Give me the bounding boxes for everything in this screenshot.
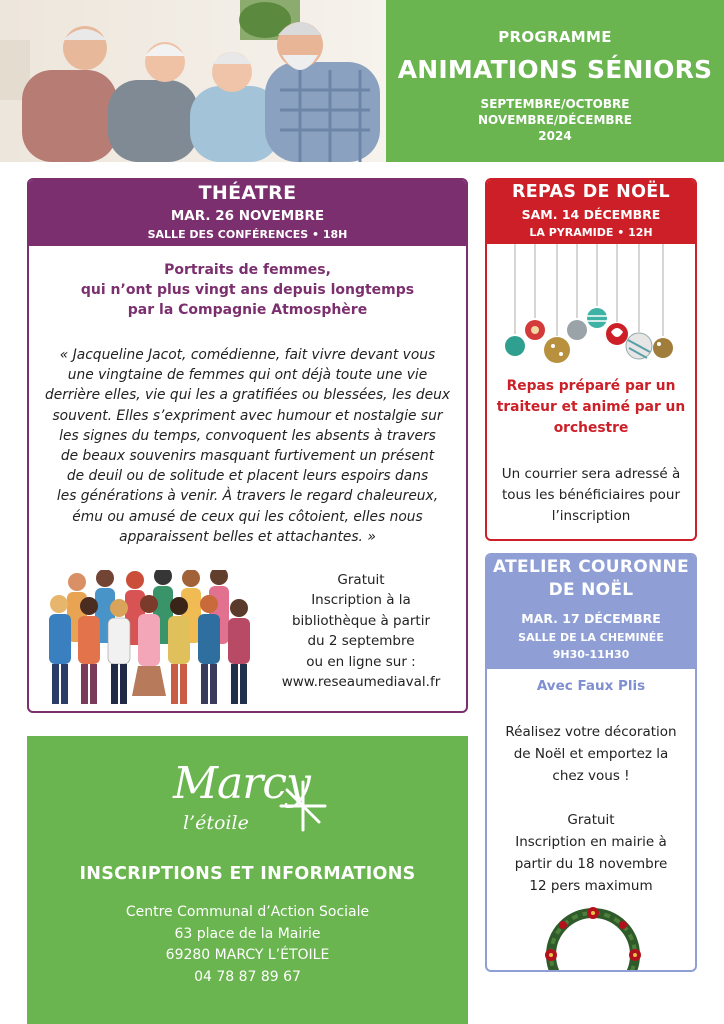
atelier-organizer: Avec Faux Plis xyxy=(536,678,646,694)
atelier-registration-info xyxy=(493,809,689,897)
atelier-date: MAR. 17 DÉCEMBRE xyxy=(521,611,661,626)
contact-address xyxy=(27,902,468,988)
theatre-subtitle xyxy=(29,260,466,320)
info-line: Gratuit xyxy=(337,572,385,588)
desc-line: traiteur et animé par un xyxy=(496,399,686,415)
desc-line: Repas préparé par un xyxy=(506,378,676,394)
atelier-place: SALLE DE LA CHEMINÉE xyxy=(518,631,664,644)
christmas-wreath-icon xyxy=(537,899,649,972)
repas-title: REPAS DE NOËL xyxy=(512,182,670,202)
repas-note xyxy=(493,464,689,527)
period-line: NOVEMBRE/DÉCEMBRE xyxy=(477,113,632,127)
period-list xyxy=(386,96,724,144)
atelier-card-header xyxy=(487,555,695,669)
header-band xyxy=(386,0,724,162)
period-year: 2024 xyxy=(538,129,572,143)
info-line: Inscription à la xyxy=(311,592,411,609)
info-line: Gratuit xyxy=(567,812,615,828)
info-line: Inscription en mairie à xyxy=(515,834,667,850)
quote-line: « Jacqueline Jacot, comédienne, fait vivre devant vous xyxy=(59,347,436,363)
quote-line: derrière elles, vie qui les a gratifiées ou blessées, les deux xyxy=(45,387,450,404)
theatre-quote xyxy=(43,345,452,547)
note-line: l’inscription xyxy=(551,508,631,524)
desc-line: de Noël et emportez la xyxy=(513,746,669,762)
page-title: ANIMATIONS SÉNIORS xyxy=(397,55,713,84)
repas-card-header xyxy=(487,180,695,244)
repas-description xyxy=(495,376,687,439)
theatre-title: THÉATRE xyxy=(198,182,297,204)
desc-line: chez vous ! xyxy=(552,768,630,784)
atelier-description xyxy=(493,721,689,787)
note-line: Un courrier sera adressé à xyxy=(501,466,681,482)
atelier-title-line: DE NOËL xyxy=(548,580,634,600)
subtitle-line: qui n’ont plus vingt ans depuis longtemps xyxy=(80,282,415,298)
quote-line: les générations à venir. À travers le regard chaleureux, xyxy=(56,488,439,505)
theatre-card-header xyxy=(29,180,466,246)
contact-line: 63 place de la Mairie xyxy=(174,925,321,942)
theatre-date: MAR. 26 NOVEMBRE xyxy=(170,208,325,224)
theatre-registration-info xyxy=(261,570,461,692)
quote-line: de beaux souvenirs masquant furtivement un présent xyxy=(60,448,435,465)
info-line: partir du 18 novembre xyxy=(514,856,668,872)
star-icon xyxy=(277,780,329,832)
quote-line: apparaissent belles et attachantes. » xyxy=(119,528,376,545)
repas-date: SAM. 14 DÉCEMBRE xyxy=(521,207,661,222)
repas-place: LA PYRAMIDE • 12H xyxy=(529,226,653,239)
period-line: SEPTEMBRE/OCTOBRE xyxy=(480,97,630,111)
women-group-illustration xyxy=(37,570,265,710)
theatre-card xyxy=(27,178,468,713)
note-line: tous les bénéficiaires pour xyxy=(501,487,681,503)
quote-line: souvent. Elles s’expriment avec humour et nostalgie sur xyxy=(52,407,443,424)
atelier-time: 9H30-11H30 xyxy=(552,648,630,661)
repas-card xyxy=(485,178,697,541)
logo-sub-text: l’étoile xyxy=(183,812,249,834)
quote-line: ému ou amusé de ceux qui les côtoient, elles nous xyxy=(72,508,423,525)
website-link[interactable]: www.reseaumediaval.fr xyxy=(281,674,441,691)
quote-line: une vingtaine de femmes qui ont déjà toute une vie xyxy=(67,367,428,384)
logo-main-text: Marcy xyxy=(173,758,310,809)
hero-photo-seniors xyxy=(0,0,386,162)
atelier-title xyxy=(487,556,695,602)
quote-line: les signes du temps, convoquent les absents à travers xyxy=(59,427,436,444)
contact-title: INSCRIPTIONS ET INFORMATIONS xyxy=(79,864,416,884)
contact-line: 69280 MARCY L’ÉTOILE xyxy=(165,947,330,963)
christmas-ornaments-icon xyxy=(487,244,695,374)
contact-line: Centre Communal d’Action Sociale xyxy=(125,904,370,920)
atelier-card xyxy=(485,553,697,972)
contact-block xyxy=(27,736,468,1024)
quote-line: de deuil ou de solitude et placent leurs espoirs dans xyxy=(66,468,429,485)
info-line: ou en ligne sur : xyxy=(306,653,416,670)
phone-number[interactable]: 04 78 87 89 67 xyxy=(194,968,301,985)
programme-label: PROGRAMME xyxy=(498,28,612,46)
theatre-place: SALLE DES CONFÉRENCES • 18H xyxy=(147,228,348,241)
marcy-letoile-logo xyxy=(167,750,337,850)
subtitle-line: Portraits de femmes, xyxy=(164,262,331,278)
desc-line: Réalisez votre décoration xyxy=(505,724,677,740)
info-line: bibliothèque à partir xyxy=(291,612,431,629)
atelier-title-line: ATELIER COURONNE xyxy=(493,557,689,577)
info-line: du 2 septembre xyxy=(307,633,415,650)
desc-line: orchestre xyxy=(553,420,629,436)
subtitle-line: par la Compagnie Atmosphère xyxy=(127,302,368,318)
info-line: 12 pers maximum xyxy=(529,878,653,894)
